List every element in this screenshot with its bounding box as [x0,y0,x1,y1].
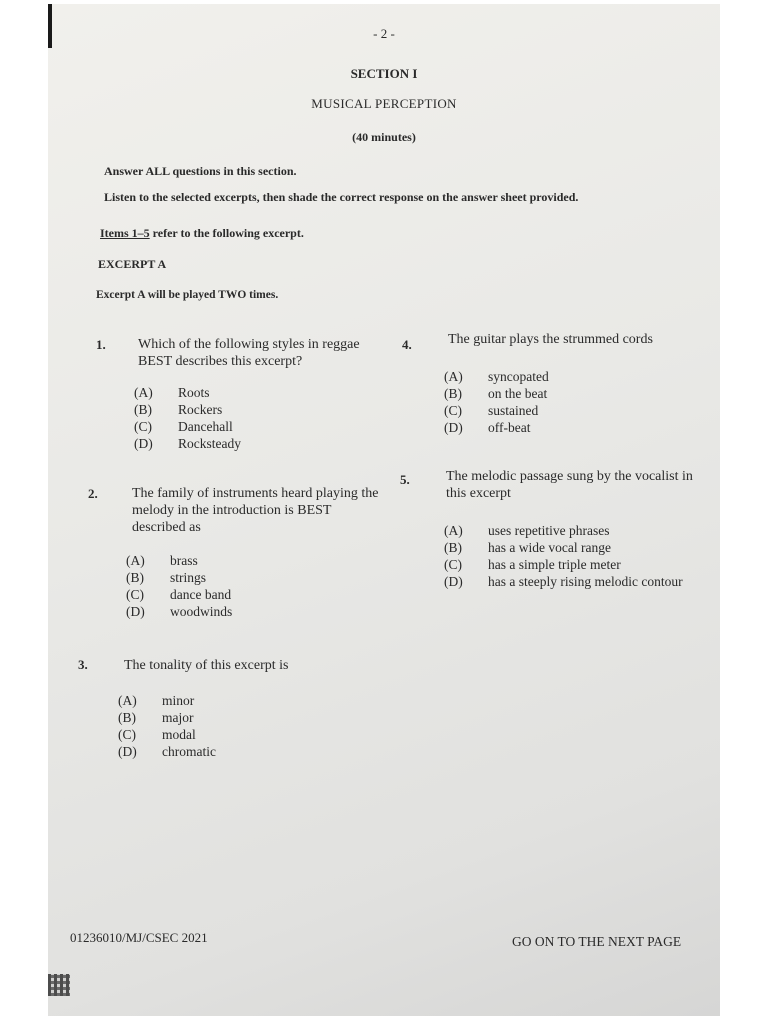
items-reference [100,226,304,241]
go-to-next-page: GO ON TO THE NEXT PAGE [512,934,682,949]
question-1-number: 1. [96,337,106,352]
question-4-number: 4. [402,337,412,352]
question-4-option-b[interactable]: (B) on the beat [444,386,548,401]
paper-code: 01236010/MJ/CSEC 2021 [70,930,208,945]
question-4-option-d[interactable]: (D) off-beat [444,420,531,435]
section-title: MUSICAL PERCEPTION [311,96,457,111]
question-3-option-a[interactable]: (A) minor [118,693,195,708]
question-2-number: 2. [88,486,98,501]
instruction-answer-all: Answer ALL questions in this section. [104,164,297,178]
question-4-option-c[interactable]: (C) sustained [444,403,539,418]
question-5-option-d[interactable]: (D) has a steeply rising melodic contour [444,574,683,589]
items-reference-text: refer to the following excerpt. [149,226,304,240]
question-2-options [126,552,232,620]
question-3-text: The tonality of this excerpt is [124,658,289,673]
question-5-option-a[interactable]: (A) uses repetitive phrases [444,523,610,538]
question-5-option-c[interactable]: (C) has a simple triple meter [444,557,621,572]
question-3-option-c[interactable]: (C) modal [118,727,196,742]
question-3-option-b[interactable]: (B) major [118,710,194,725]
question-1-option-b[interactable]: (B) Rockers [134,402,223,417]
question-3-option-d[interactable]: (D) chromatic [118,744,216,759]
section-heading: SECTION I [350,66,418,81]
instruction-listen: Listen to the selected excerpts, then shade the correct response on the answer sheet provided. [104,190,579,204]
question-5-text: The melodic passage sung by the vocalist in this excerpt [446,469,693,501]
question-5-option-b[interactable]: (B) has a wide vocal range [444,540,611,555]
question-2-option-a[interactable]: (A) brass [126,553,198,568]
question-4-options [444,368,549,436]
question-2-option-b[interactable]: (B) strings [126,570,207,585]
items-reference-range: Items 1–5 [100,226,150,240]
question-3-number: 3. [78,657,88,672]
exam-page [48,4,720,1016]
question-2-option-d[interactable]: (D) woodwinds [126,604,233,619]
qr-code-icon [48,974,70,996]
section-duration: (40 minutes) [352,130,416,144]
question-1-options [134,384,241,452]
question-1-option-a[interactable]: (A) Roots [134,385,210,400]
question-1-option-c[interactable]: (C) Dancehall [134,419,233,434]
excerpt-label: EXCERPT A [98,257,167,271]
question-2-text: The family of instruments heard playing the melody in the introduction is BEST described as [132,486,379,535]
question-2-option-c[interactable]: (C) dance band [126,587,232,602]
question-1-text: Which of the following styles in reggae BEST describes this excerpt? [138,337,360,369]
question-1-option-d[interactable]: (D) Rocksteady [134,436,241,451]
question-5-options [444,522,683,590]
question-3-options [118,692,216,760]
page-number: - 2 - [373,26,395,41]
excerpt-note: Excerpt A will be played TWO times. [96,289,279,301]
question-4-option-a[interactable]: (A) syncopated [444,369,549,384]
question-4-text: The guitar plays the strummed cords [448,332,653,347]
question-5-number: 5. [400,472,410,487]
